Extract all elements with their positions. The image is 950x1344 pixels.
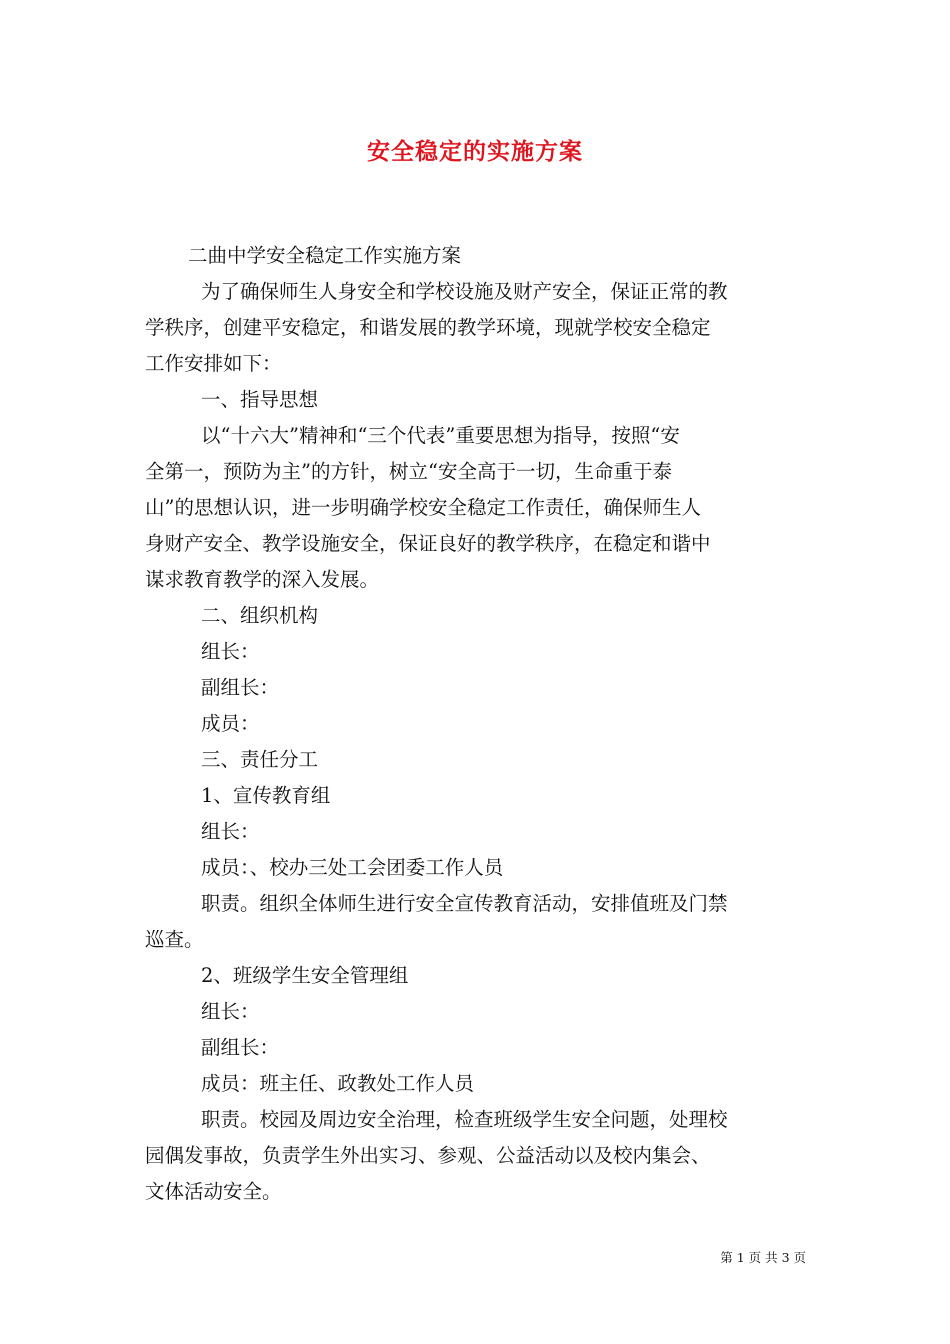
paragraph-line: 身财产安全、教学设施安全，保证良好的教学秩序，在稳定和谐中: [145, 532, 711, 555]
field-line: 组长：: [201, 820, 260, 843]
paragraph-line: 为了确保师生人身安全和学校设施及财产安全，保证正常的教: [201, 280, 728, 303]
field-line: 成员：、校办三处工会团委工作人员: [201, 856, 504, 879]
paragraph-line: 文体活动安全。: [145, 1180, 282, 1203]
paragraph-line: 巡查。: [145, 928, 204, 951]
paragraph-line: 学秩序，创建平安稳定，和谐发展的教学环境，现就学校安全稳定: [145, 316, 711, 339]
paragraph-line: 工作安排如下：: [145, 352, 282, 375]
paragraph-line: 职责。校园及周边安全治理，检查班级学生安全问题，处理校: [201, 1108, 728, 1131]
document-subtitle: 二曲中学安全稳定工作实施方案: [188, 244, 462, 267]
paragraph-line: 职责。组织全体师生进行安全宣传教育活动，安排值班及门禁: [201, 892, 728, 915]
subsection-heading: 2、班级学生安全管理组: [201, 964, 409, 987]
field-line: 组长：: [201, 1000, 260, 1023]
paragraph-line: 谋求教育教学的深入发展。: [145, 568, 380, 591]
field-line: 副组长：: [201, 676, 280, 699]
paragraph-line: 以“十六大”精神和“三个代表”重要思想为指导，按照“安: [201, 424, 680, 447]
paragraph-line: 园偶发事故，负责学生外出实习、参观、公益活动以及校内集会、: [145, 1144, 711, 1167]
field-line: 成员：班主任、政教处工作人员: [201, 1072, 475, 1095]
section-heading: 二、组织机构: [201, 604, 319, 627]
document-body: [145, 238, 807, 1210]
section-heading: 一、指导思想: [201, 388, 319, 411]
field-line: 成员：: [201, 712, 260, 735]
paragraph-line: 山”的思想认识，进一步明确学校安全稳定工作责任，确保师生人: [145, 496, 701, 519]
subsection-heading: 1、宣传教育组: [201, 784, 331, 807]
field-line: 副组长：: [201, 1036, 280, 1059]
page-number-footer: 第 1 页 共 3 页: [720, 1250, 806, 1265]
section-heading: 三、责任分工: [201, 748, 319, 771]
paragraph-line: 全第一，预防为主”的方针，树立“安全高于一切，生命重于泰: [145, 460, 672, 483]
document-title: 安全稳定的实施方案: [367, 138, 583, 165]
field-line: 组长：: [201, 640, 260, 663]
